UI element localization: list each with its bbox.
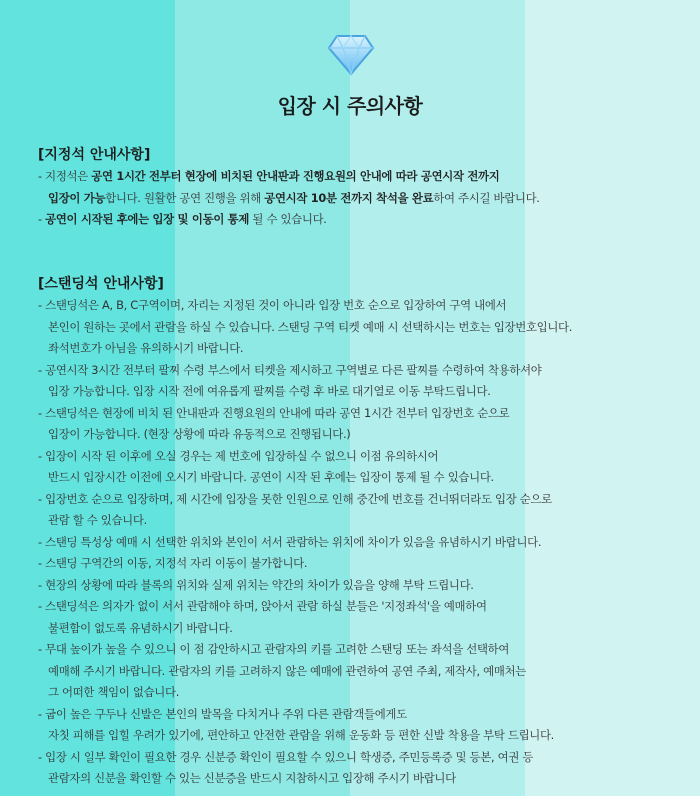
list-item-line: - 입장 시 일부 확인이 필요한 경우 신분증 확인이 필요할 수 있으니 학생증, 주민등록증 및 등본, 여권 등 <box>38 749 534 764</box>
list-item <box>38 553 688 575</box>
list-item-line: - 입장번호 순으로 입장하며, 제 시간에 입장을 못한 인원으로 인해 중간에 번호를 건너뛰더라도 입장 순으로 <box>38 491 552 506</box>
list-item-line: 좌석번호가 아님을 유의하시기 바랍니다. <box>48 341 244 355</box>
list-item <box>38 704 688 747</box>
list-item-line: 관람자의 신분을 확인할 수 있는 신분증을 반드시 지참하시고 입장해 주시기 바랍니다 <box>48 771 456 785</box>
list-item <box>38 446 688 489</box>
reserved-seat-notes <box>38 166 688 231</box>
list-item-line: - 스탠딩석은 A, B, C구역이며, 자리는 지정된 것이 아니라 입장 번호 순으로 입장하여 구역 내에서 <box>38 298 507 312</box>
list-item-line: 입장 가능합니다. 입장 시작 전에 여유롭게 팔찌를 수령 후 바로 대기열로 이동 부탁드립니다. <box>48 384 491 398</box>
list-item-line: 예매해 주시기 바랍니다. 관람자의 키를 고려하지 않은 예매에 관련하여 공연 주최, 제작사, 예매처는 <box>48 663 526 678</box>
list-item-line: 그 어떠한 책임이 없습니다. <box>48 685 180 699</box>
list-item <box>38 639 688 704</box>
list-item-line: - 입장이 시작 된 이후에 오실 경우는 제 번호에 입장하실 수 없으니 이점 유의하시어 <box>38 448 439 463</box>
list-item <box>38 747 688 790</box>
list-item: - 지정석은 공연 1시간 전부터 현장에 비치된 안내판과 진행요원의 안내에 따라 공연시작 전까지 입장이 가능합니다. 원활한 공연 진행을 위해 공연시작 10분 전까지 착석을 완료하여 주시길 바랍니다. <box>38 169 540 205</box>
list-item-line: - 스탠딩 구역간의 이동, 지정석 자리 이동이 불가합니다. <box>38 556 308 570</box>
list-item <box>38 295 688 360</box>
list-item-line: - 현장의 상황에 따라 블록의 위치와 실제 위치는 약간의 차이가 있음을 양해 부탁 드립니다. <box>38 577 474 592</box>
list-item-line: 반드시 입장시간 이전에 오시기 바랍니다. 공연이 시작 된 후에는 입장이 통제 될 수 있습니다. <box>48 470 494 484</box>
list-item-line: 본인이 원하는 곳에서 관람을 하실 수 있습니다. 스탠딩 구역 티켓 예매 시 선택하시는 번호는 입장번호입니다. <box>48 319 573 334</box>
list-item-line: - 스탠딩 특성상 예매 시 선택한 위치와 본인이 서서 관람하는 위치에 차이가 있음을 유념하시기 바랍니다. <box>38 534 542 549</box>
list-item <box>38 575 688 597</box>
list-item-line: 입장이 가능합니다. (현장 상황에 따라 유동적으로 진행됩니다.) <box>48 427 351 441</box>
reserved-seat-heading: [지정석 안내사항] <box>38 147 151 163</box>
list-item <box>38 403 688 446</box>
list-item-line: - 공연시작 3시간 전부터 팔찌 수령 부스에서 티켓을 제시하고 구역별로 다른 팔찌를 수령하여 착용하셔야 <box>38 362 542 377</box>
standing-seat-notes <box>38 295 688 790</box>
diamond-logo-icon <box>327 30 375 78</box>
list-item <box>38 360 688 403</box>
list-item-line: 불편함이 없도록 유념하시기 바랍니다. <box>48 620 233 635</box>
list-item-line: - 굽이 높은 구두나 신발은 본인의 발목을 다치거나 주위 다른 관람객들에게도 <box>38 706 407 721</box>
list-item <box>38 489 688 532</box>
list-item <box>38 532 688 554</box>
list-item-line: - 스탠딩석은 의자가 없이 서서 관람해야 하며, 앉아서 관람 하실 분들은 '지정좌석'을 예매하여 <box>38 599 487 613</box>
list-item: - 공연이 시작된 후에는 입장 및 이동이 통제 될 수 있습니다. <box>38 212 327 226</box>
page-title: 입장 시 주의사항 <box>277 94 423 118</box>
list-item <box>38 596 688 639</box>
list-item-line: 자칫 피해를 입힐 우려가 있기에, 편안하고 안전한 관람을 위해 운동화 등 편한 신발 착용을 부탁 드립니다. <box>48 728 554 742</box>
list-item-line: 관람 할 수 있습니다. <box>48 513 147 527</box>
list-item-line: - 무대 높이가 높을 수 있으니 이 점 감안하시고 관람자의 키를 고려한 스탠딩 또는 좌석을 선택하여 <box>38 642 510 656</box>
list-item-line: - 스탠딩석은 현장에 비치 된 안내판과 진행요원의 안내에 따라 공연 1시간 전부터 입장번호 순으로 <box>38 405 510 420</box>
standing-seat-heading: [스탠딩석 안내사항] <box>38 276 164 292</box>
